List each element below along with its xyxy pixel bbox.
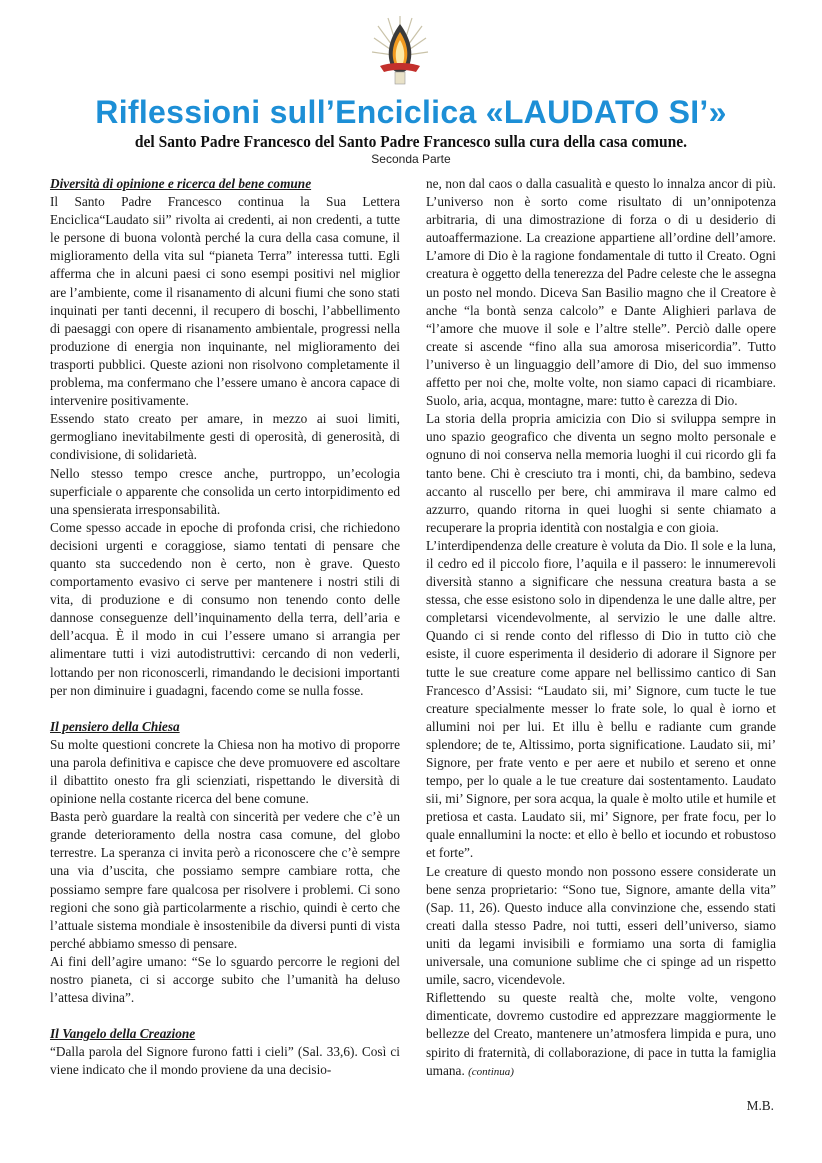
paragraph: Le creature di questo mondo non possono essere considerate un bene senza proprietario: “Sono tue, Signore, amante della vita” (Sap. 11, 26). Questo induce alla convinzione che, essendo stati creati dalla stesso Padre, noi tutti, esseri dell’universo, siamo uniti da legami invisibili e formiamo una sorta di famiglia universale, una comunione sublime che ci spinge ad un rispetto umile, sacro, vicendevole. [426, 863, 776, 988]
part-label: Seconda Parte [371, 152, 451, 166]
section-spacer [50, 1007, 400, 1025]
section-spacer [50, 700, 400, 718]
article-subtitle: del Santo Padre Francesco del Santo Padre Francesco sulla cura della casa comune. [134, 132, 688, 151]
continua-note: (continua) [468, 1065, 514, 1078]
paragraph: Su molte questioni concrete la Chiesa non ha motivo di proporre una parola definitiva e capisce che deve promuovere ed ascoltare il dibattito onesto fra gli scienziati, rispettando le diversità di opinione nella costante ricerca del bene comune. [50, 736, 400, 807]
section-heading: Il pensiero della Chiesa [50, 718, 180, 734]
closing-paragraph [426, 989, 776, 1080]
paragraph: Come spesso accade in epoche di profonda crisi, che richiedono decisioni urgenti e coraggiose, siamo tentati di pensare che quanto sta succedendo non è certo, non è grave. Questo comportamento evasivo ci serve per mantenere i nostri stili di vita, di produzione e di consumo non tenendo conto delle dannose conseguenze dell’inquinamento della terra, dell’aria e dell’acqua. È il modo in cui l’essere umano si arrangia per alimentare tutti i vizi autodistruttivi: cercando di non vederli, lottando per non riconoscerli, rimandando le decisioni importanti per non diminuire i guadagni, facendo come se nulla fosse. [50, 519, 400, 698]
paragraph: Ai fini dell’agire umano: “Se lo sguardo percorre le regioni del nostro pianeta, ci si accorge subito che l’umanità ha deluso l’attesa divina”. [50, 953, 400, 1006]
left-column [50, 175, 400, 1080]
paragraph-text: Riflettendo su queste realtà che, molte volte, vengono dimenticate, dovremo custodire ed apprezzare maggiormente le bellezze del Creato, mantenere un’atmosfera limpida e pura, uno spirito di fraternità, di collaborazione, di pace in tutta la famiglia umana. [426, 990, 776, 1078]
right-column [426, 175, 776, 1081]
paragraph: “Dalla parola del Signore furono fatti i cieli” (Sal. 33,6). Così ci viene indicato che il mondo proviene da una decisio- [50, 1044, 400, 1078]
article-title: Riflessioni sull’Enciclica «LAUDATO SI’» [95, 94, 727, 130]
paragraph: Il Santo Padre Francesco continua la Sua Lettera Enciclica“Laudato sii” rivolta ai credenti, ai non credenti, a tutte le persone di buona volontà perché la cura della casa comune, il miglioramento della vita sul “pianeta Terra” interessa tutti. Egli afferma che in alcuni paesi ci sono esempi positivi nel miglior are l’ambiente, come il risanamento di alcuni fiumi che sono stati inquinati per tanti decenni, il recupero di boschi, l’abbellimento di paesaggi con opere di risanamento ambientale, progressi nella produzione di energia non inquinante, nel miglioramento dei trasporti pubblici. Queste azioni non risolvono completamente il problema, ma confermano che l’essere umano è ancora capace di intervenire positivamente. [50, 194, 400, 409]
author-signature: M.B. [746, 1098, 774, 1113]
candle-flame-icon [370, 16, 430, 86]
section-heading: Il Vangelo della Creazione [50, 1026, 196, 1042]
paragraph: Essendo stato creato per amare, in mezzo ai suoi limiti, germogliano inevitabilmente gesti di operosità, di generosità, di condivisione, di solidarietà. [50, 411, 400, 463]
paragraph: Basta però guardare la realtà con sincerità per vedere che c’è un grande deterioramento della nostra casa comune, del globo terrestre. La speranza ci invita però a riconoscere che c’è sempre una via d’uscita, che possiamo sempre cambiare rotta, che possiamo sempre fare qualcosa per risolvere i problemi. Ci sono regioni che sono già particolarmente a rischio, quindi è certo che l’attuale sistema mondiale è insostenibile da diversi punti di vista perché abbiamo smesso di pensare. [50, 809, 400, 951]
paragraph: La storia della propria amicizia con Dio si sviluppa sempre in uno spazio geografico che diventa un segno molto personale e ognuno di noi conserva nella memoria luoghi il cui ricordo gli fa tanto bene. Chi è cresciuto tra i monti, chi, da bambino, sedeva accanto al ruscello per bere, chi ammirava il mare calmo ed azzurro, quando ritorna in quei luoghi si sente chiamato a recuperare la propria identità con nostalgia e con gioia. [426, 411, 776, 535]
paragraph: ne, non dal caos o dalla casualità e questo lo innalza ancor di più. L’universo non è sorto come risultato di un’onnipotenza arbitraria, di una dimostrazione di forza o di u desiderio di autoaffermazione. La creazione appartiene all’ordine dell’amore. L’amore di Dio è la ragione fondamentale di tutto il Creato. Ogni creatura è oggetto della tenerezza del Padre celeste che le assegna un posto nel mondo. Diceva San Basilio magno che il Creatore è anche “la bontà senza calcolo” e Dante Alighieri parlava de “l’amore che muove il sole e l’altre stelle”. Perciò dalle opere create si ascende “fino alla sua amorosa misericordia”. Tutto l’universo è un linguaggio dell’amore di Dio, del suo immenso affetto per noi che, molte volte, non siamo capaci di ricambiare. Suolo, aria, acqua, montagne, mare: tutto è carezza di Dio. [426, 176, 776, 409]
section-heading: Diversità di opinione e ricerca del bene comune [50, 176, 312, 191]
paragraph: L’interdipendenza delle creature è voluta da Dio. Il sole e la luna, il cedro ed il piccolo fiore, l’aquila e il passero: le innumerevoli diversità stanno a significare che nessuna creatura basta a se stessa, che esse esistono solo in dipendenza le une dalle altre, per completarsi vicendevolmente, al servizio le une dalle altre. Quando ci si rende conto del riflesso di Dio in tutto ciò che esiste, il cuore esperimenta il desiderio di adorare il Signore per tutte le sue creature come appare nel bellissimo cantico di San Francesco d’Assisi: “Laudato sii, mi’ Signore, cum tucte le tue creature specialmente messer lo frate sole, lo qual è iorno et allumini noi per lui. Et illu è bellu e radiante cum grande splendore; de te, Altissimo, porta significatione. Laudato sii, mi’ Signore, per frate vento e per aere et nubilo et sereno et onne tempo, per lo quale a le tue creature dai sostentamento. Laudato sii, mi’ Signore, per sora acqua, la quale è molto utile et humile et pretiosa et casta. Laudato sii, mi’ Signore, per frate focu, per lo quale ennallumini la nocte: et ello è bello et iocundo et robustoso et forte”. [426, 537, 776, 861]
paragraph: Nello stesso tempo cresce anche, purtroppo, un’ecologia superficiale o apparente che consolida un certo intorpidimento ed una spensierata irresponsabilità. [50, 465, 400, 517]
